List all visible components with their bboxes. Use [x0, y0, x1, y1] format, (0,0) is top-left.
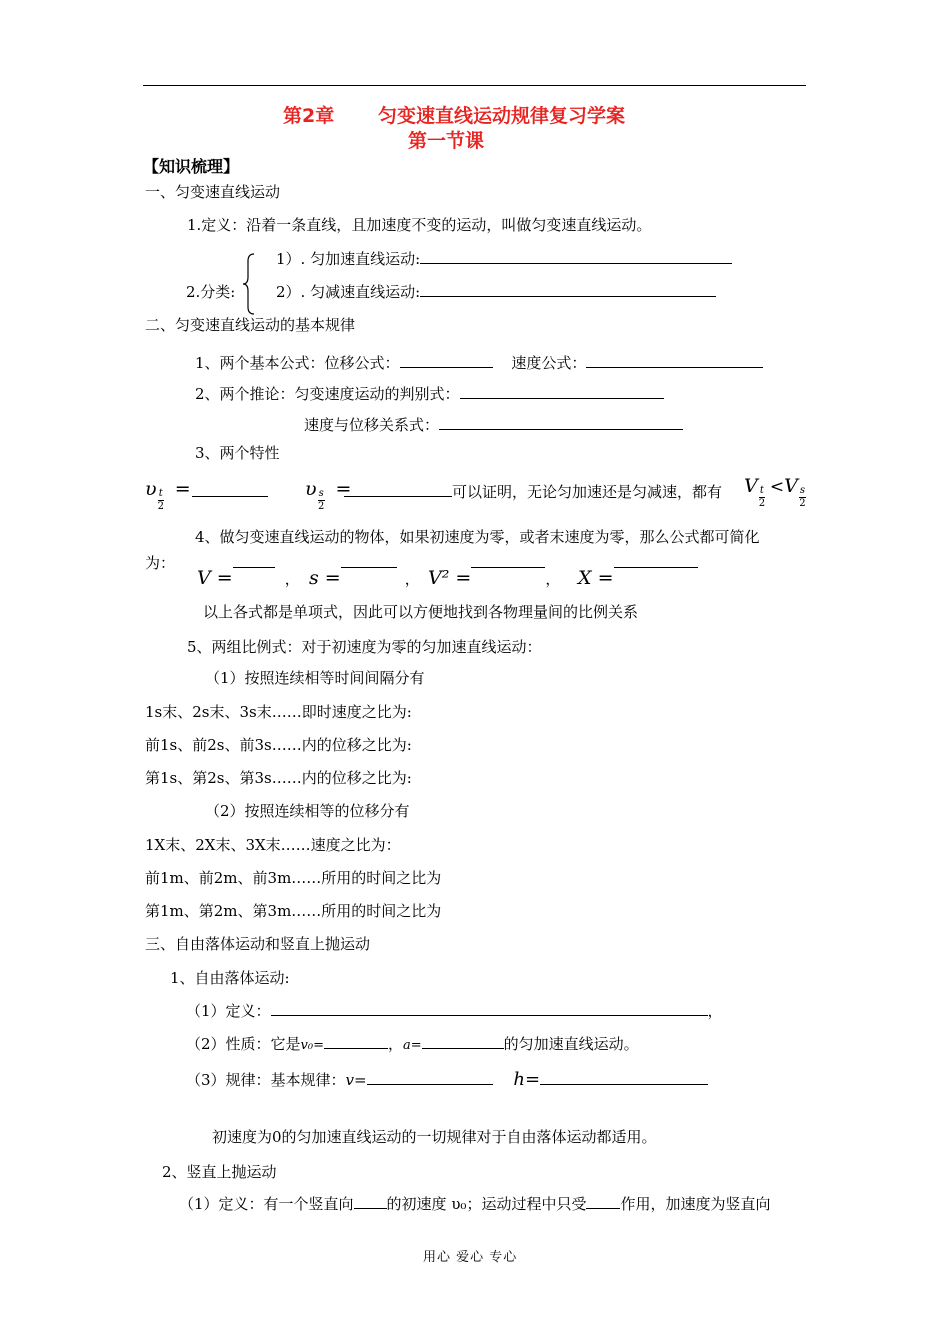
velocity-inequality: V $\frac{t}{2}$ <V $\frac{s}{2}$ [744, 475, 806, 509]
single-term-note: 以上各式都是单项式，因此可以方便地找到各物理量间的比例关系 [203, 603, 639, 621]
inference-line-1 [195, 384, 664, 404]
answer-blank[interactable] [271, 1001, 708, 1016]
definition-text: 1.定义：沿着一条直线，且加速度不变的运动，叫做匀变速直线运动。 [187, 216, 652, 234]
midtime-velocity-blank[interactable] [192, 482, 268, 502]
answer-blank[interactable] [540, 1070, 708, 1085]
section1-heading: 一、匀变速直线运动 [145, 183, 281, 201]
ratio-group1-heading: （1）按照连续相等时间间隔分有 [205, 669, 425, 687]
class-item-1-label: 1）. 匀加速直线运动: [276, 250, 421, 268]
two-properties-label: 3、两个特性 [195, 444, 280, 462]
vertical-throw-definition: （1）定义：有一个竖直向 的初速度 υ₀；运动过程中只受 作用，加速度为竖直向 [179, 1195, 771, 1213]
simplified-formula-s: s = ， [309, 563, 420, 591]
inference-line-2 [304, 415, 683, 435]
free-fall-note: 初速度为0的匀加速直线运动的一切规律对于自由落体运动都适用。 [212, 1128, 657, 1146]
midtime-velocity-formula: υ $\frac{t}{2}$ = [145, 478, 191, 512]
definition-label: （1）定义： [186, 1002, 271, 1020]
answer-blank[interactable] [420, 282, 716, 297]
simplified-formula-v: V = ， [197, 563, 300, 591]
class-item-2 [276, 282, 716, 302]
ratio-group2-line2: 前1m、前2m、前3m……所用的时间之比为 [145, 869, 442, 887]
ratio-group2-heading: （2）按照连续相等的位移分有 [205, 802, 410, 820]
answer-blank[interactable] [614, 563, 698, 568]
answer-blank[interactable] [233, 563, 275, 568]
ratio-group1-line2: 前1s、前2s、前3s……内的位移之比为: [145, 736, 412, 754]
answer-blank[interactable] [471, 563, 545, 568]
class-item-1 [276, 249, 732, 269]
property-label: （2）性质：它是 [186, 1035, 301, 1053]
free-fall-law: （3）规律：基本规律：v= h= [186, 1070, 708, 1090]
ratio-group1-line3: 第1s、第2s、第3s……内的位移之比为: [145, 769, 412, 787]
answer-blank[interactable] [586, 353, 763, 368]
inference-label: 2、两个推论：匀变速度运动的判别式： [195, 385, 460, 403]
answer-blank[interactable] [400, 353, 493, 368]
answer-blank[interactable] [460, 384, 664, 399]
free-fall-property: （2）性质：它是v₀= ，a= 的匀加速直线运动。 [186, 1035, 639, 1053]
class-item-2-label: 2）. 匀减速直线运动: [276, 283, 421, 301]
vertical-throw-heading: 2、竖直上抛运动 [162, 1163, 277, 1181]
chapter-number: 第2章 [283, 105, 335, 127]
page-footer: 用心 爱心 专心 [423, 1250, 518, 1265]
law-label: （3）规律：基本规律： [186, 1071, 346, 1089]
answer-blank[interactable] [344, 482, 452, 497]
simplify-text: 4、做匀变速直线运动的物体，如果初速度为零，或者末速度为零，那么公式都可简化 [195, 528, 760, 546]
answer-blank[interactable] [354, 1194, 387, 1209]
page-subtitle: 第一节课 [408, 130, 485, 152]
answer-blank[interactable] [422, 1034, 504, 1049]
free-fall-heading: 1、自由落体运动: [170, 969, 290, 987]
velocity-formula-label: 速度公式： [511, 354, 587, 372]
simplified-formula-x: X = [578, 563, 698, 591]
answer-blank[interactable] [439, 415, 683, 430]
ratio-group1-line1: 1s末、2s末、3s末……即时速度之比为: [145, 703, 412, 721]
free-fall-definition: （1）定义： ， [186, 1002, 723, 1020]
formula-line-1 [195, 353, 763, 373]
proof-line [344, 482, 722, 502]
answer-blank[interactable] [341, 563, 397, 568]
velocity-displacement-label: 速度与位移关系式： [304, 416, 440, 434]
answer-blank[interactable] [420, 249, 732, 264]
ratio-intro: 5、两组比例式：对于初速度为零的匀加速直线运动： [187, 638, 542, 656]
midposition-velocity-formula: υ $\frac{s}{2}$ = [305, 478, 352, 512]
answer-blank[interactable] [586, 1194, 620, 1209]
header-rule [143, 85, 806, 86]
section-label: 【知识梳理】 [143, 157, 240, 176]
section3-heading: 三、自由落体运动和竖直上抛运动 [145, 935, 371, 953]
left-brace-icon [242, 253, 256, 315]
simplify-wei: 为： [145, 554, 176, 572]
simplified-formula-v2: V² = ， [428, 563, 560, 591]
displacement-formula-label: 1、两个基本公式：位移公式： [195, 354, 400, 372]
ratio-group2-line3: 第1m、第2m、第3m……所用的时间之比为 [145, 902, 442, 920]
proof-text: 可以证明，无论匀加速还是匀减速，都有 [452, 483, 723, 501]
page-title: 匀变速直线运动规律复习学案 [378, 105, 626, 127]
answer-blank[interactable] [367, 1070, 493, 1085]
answer-blank[interactable] [324, 1034, 388, 1049]
section2-heading: 二、匀变速直线运动的基本规律 [145, 316, 356, 334]
ratio-group2-line1: 1X末、2X末、3X末……速度之比为： [145, 836, 401, 854]
class-label: 2.分类: [186, 283, 236, 301]
